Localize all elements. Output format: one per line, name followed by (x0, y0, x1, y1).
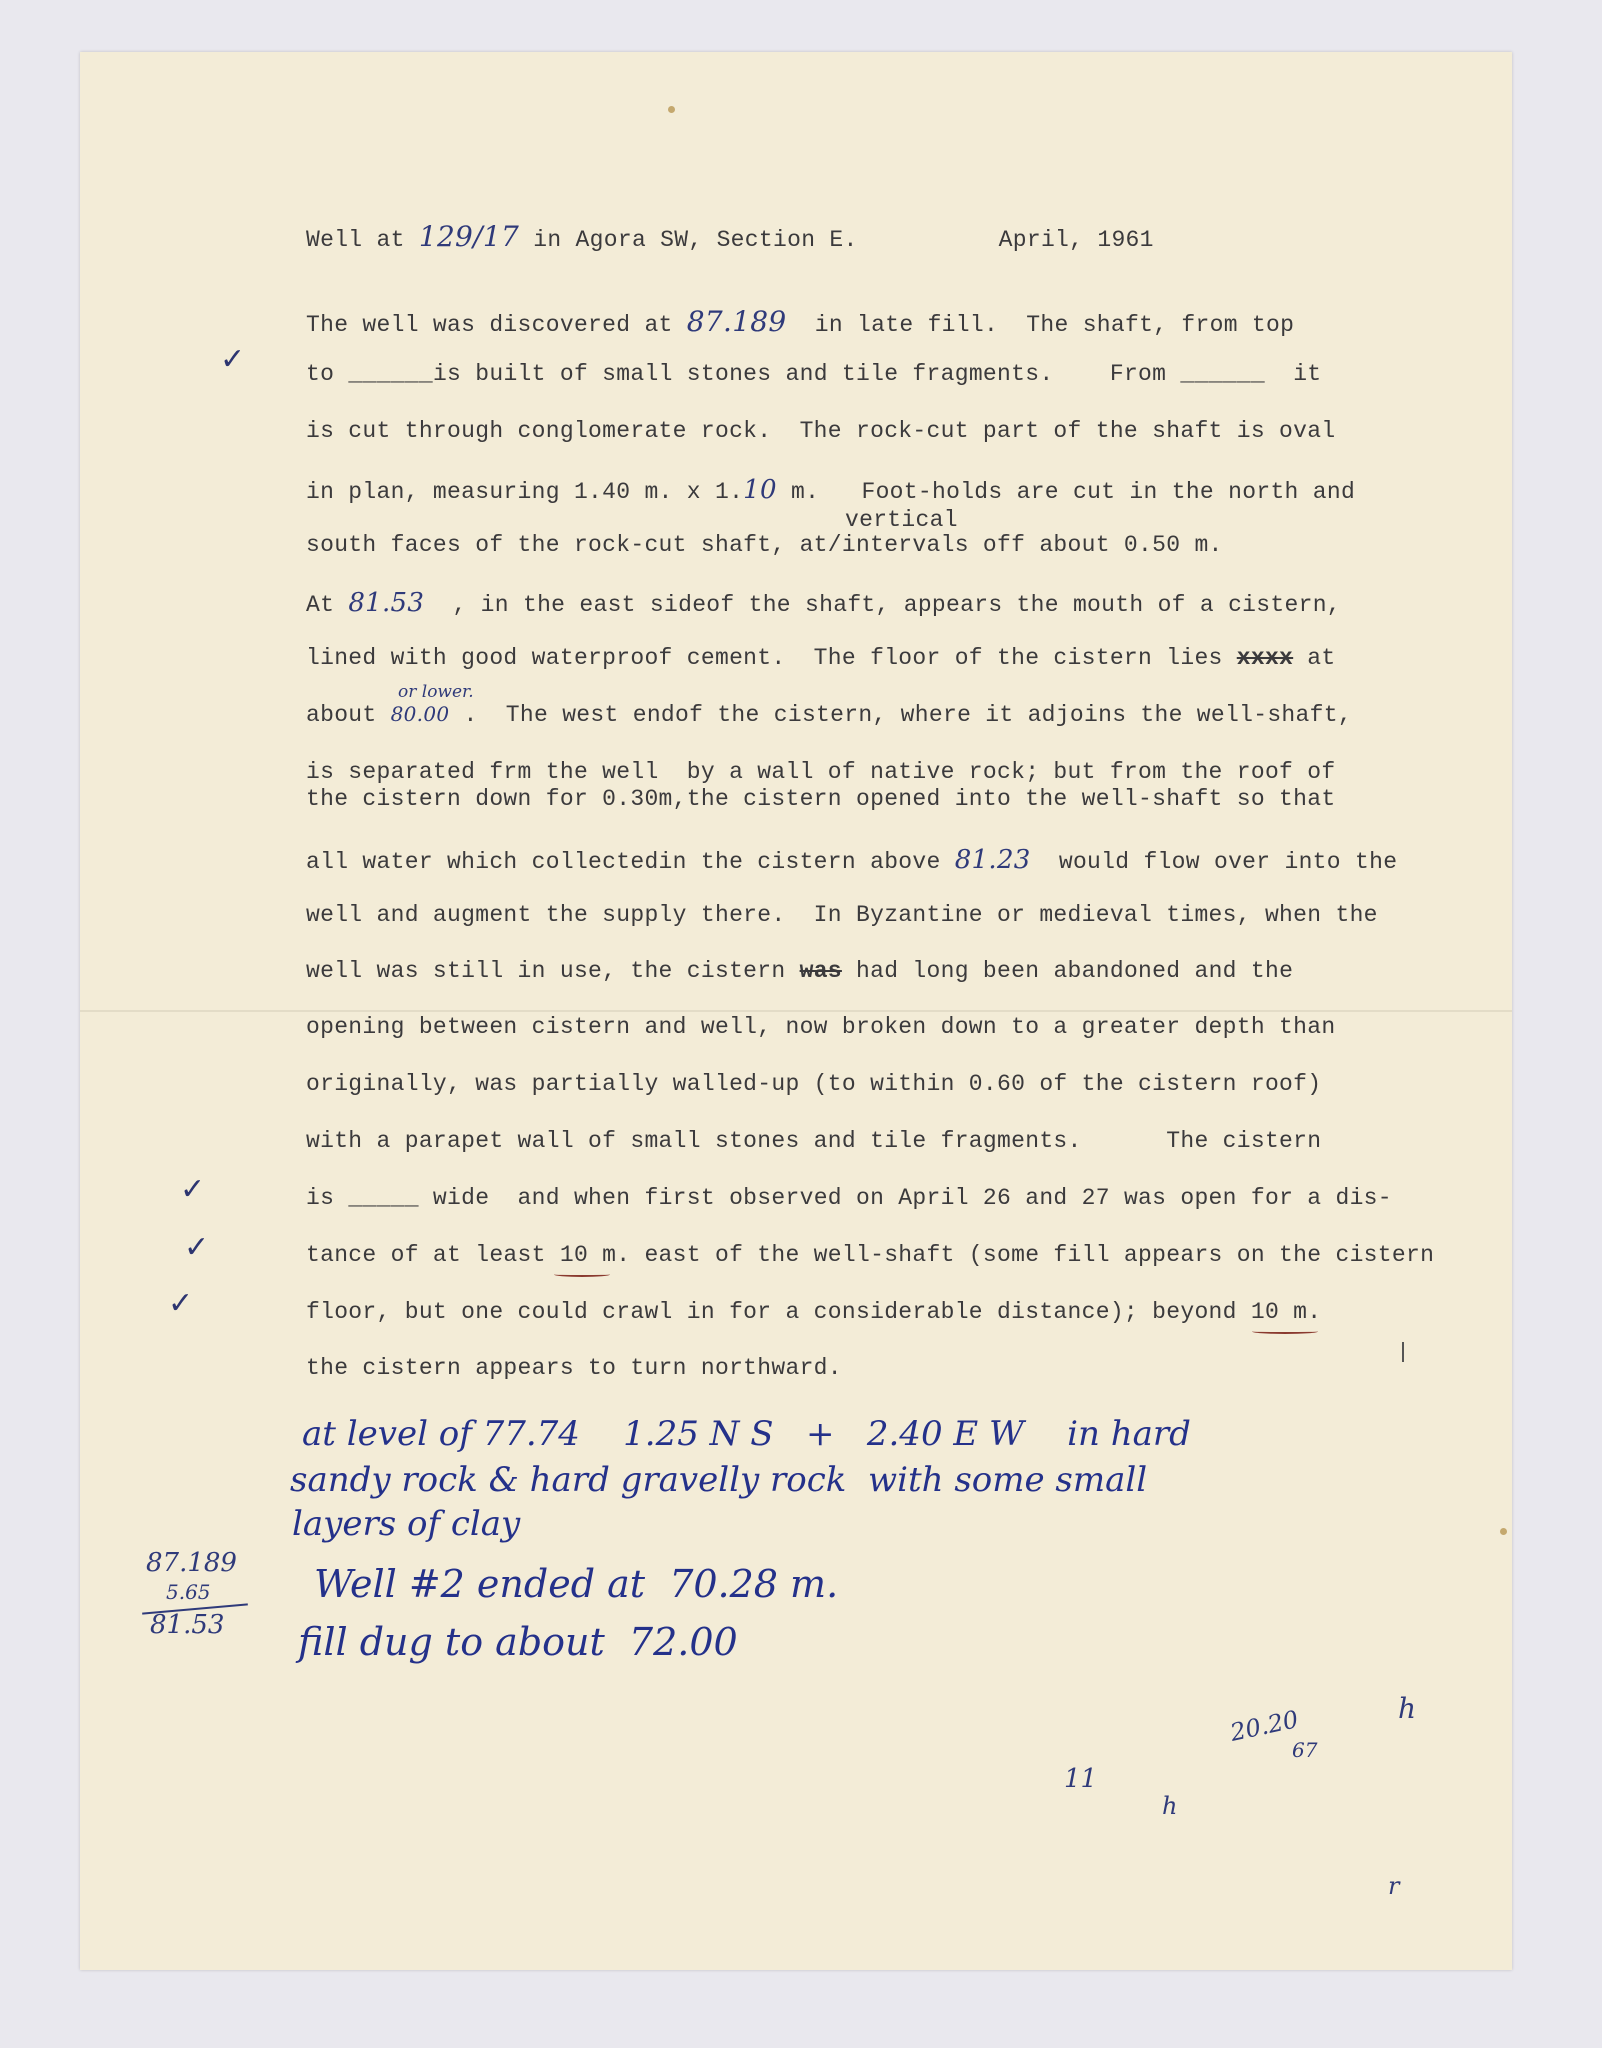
body-line-3: is cut through conglomerate rock. The rock-cut part of the shaft is oval (306, 418, 1336, 444)
struck-text: was (799, 958, 842, 984)
body-line-10: the cistern down for 0.30m,the cistern opened into the well-shaft so that (306, 786, 1336, 812)
handwritten-insert: or lower. (398, 682, 474, 702)
body-line-20: the cistern appears to turn northward. (306, 1355, 842, 1381)
body-line-15: originally, was partially walled-up (to within 0.60 of the cistern roof) (306, 1071, 1322, 1097)
body-line-4: in plan, measuring 1.40 m. x 1.10 m. Foot-holds are cut in the north and (306, 475, 1356, 505)
body-line-18: tance of at least 10 m. east of the well-shaft (some fill appears on the cistern (306, 1242, 1435, 1268)
document-page (80, 52, 1512, 1970)
margin-note-right-sub: 67 (1292, 1738, 1318, 1762)
handwritten-note-5: fill dug to about 72.00 (298, 1620, 738, 1664)
body-line-19: floor, but one could crawl in for a considerable distance); beyond 10 m. (306, 1299, 1322, 1325)
title-suffix: in Agora SW, Section E. (533, 227, 858, 253)
body-line-16: with a parapet wall of small stones and tile fragments. The cistern (306, 1128, 1322, 1154)
stray-mark: h (1162, 1792, 1178, 1820)
margin-calc-top: 87.189 (146, 1548, 237, 1578)
body-line-6: At 81.53 , in the east sideof the shaft, appears the mouth of a cistern, (306, 588, 1341, 618)
dimension-handwritten: 10 (743, 475, 777, 505)
body-line-17: is _____ wide and when first observed on April 26 and 27 was open for a dis- (306, 1185, 1392, 1211)
body-line-8: about 80.00 . The west endof the cistern, where it adjoins the well-shaft, (306, 702, 1352, 728)
level-handwritten: 87.189 (686, 305, 787, 338)
paper-spot (668, 106, 675, 113)
level-handwritten: 80.00 (390, 702, 450, 726)
check-mark: ✓ (184, 1230, 210, 1265)
level-handwritten: 81.53 (348, 588, 425, 618)
underline-mark (554, 1272, 610, 1277)
body-line-7: lined with good waterproof cement. The floor of the cistern lies xxxx at (306, 645, 1336, 671)
body-line-2: to ______is built of small stones and tile fragments. From ______ it (306, 361, 1322, 387)
interlinear-insert: vertical (845, 507, 958, 533)
body-line-11: all water which collectedin the cistern above 81.23 would flow over into the (306, 845, 1398, 875)
margin-note-right: 20.20 (1227, 1705, 1301, 1747)
stray-mark: r (1388, 1872, 1400, 1900)
handwritten-note-2: sandy rock & hard gravelly rock with some small (290, 1460, 1148, 1500)
handwritten-note-1: at level of 77.74 1.25 N S + 2.40 E W in hard (302, 1414, 1191, 1454)
stray-mark: h (1398, 1692, 1417, 1725)
check-mark: ✓ (220, 342, 246, 377)
body-line-13: well was still in use, the cistern was had long been abandoned and the (306, 958, 1294, 984)
document-date: April, 1961 (998, 227, 1154, 253)
margin-calc-bottom: 81.53 (150, 1610, 225, 1640)
blank-field: ______ (1180, 361, 1265, 387)
pencil-tick (1402, 1342, 1404, 1362)
body-line-12: well and augment the supply there. In Byzantine or medieval times, when the (306, 902, 1378, 928)
fold-crease (80, 1010, 1512, 1012)
check-mark: ✓ (168, 1286, 194, 1321)
blank-field: _____ (348, 1185, 419, 1211)
margin-calc-mid: 5.65 (166, 1580, 211, 1604)
handwritten-note-3: layers of clay (292, 1504, 521, 1544)
handwritten-note-4: Well #2 ended at 70.28 m. (314, 1562, 839, 1606)
struck-text: xxxx (1236, 645, 1294, 671)
stray-mark: 11 (1064, 1764, 1098, 1794)
underline-mark (1252, 1329, 1318, 1334)
paper-spot (1500, 1528, 1507, 1535)
check-mark: ✓ (180, 1172, 206, 1207)
body-line-1: The well was discovered at 87.189 in late fill. The shaft, from top (306, 305, 1295, 338)
grid-ref-handwritten: 129/17 (418, 220, 520, 253)
blank-field: ______ (348, 361, 433, 387)
header-line (306, 220, 1154, 253)
body-line-9: is separated frm the well by a wall of native rock; but from the roof of (306, 759, 1336, 785)
body-line-14: opening between cistern and well, now broken down to a greater depth than (306, 1014, 1336, 1040)
title-prefix: Well at (306, 227, 405, 253)
body-line-5: south faces of the rock-cut shaft, at/intervals off about 0.50 m. (306, 532, 1223, 558)
level-handwritten: 81.23 (954, 845, 1031, 875)
